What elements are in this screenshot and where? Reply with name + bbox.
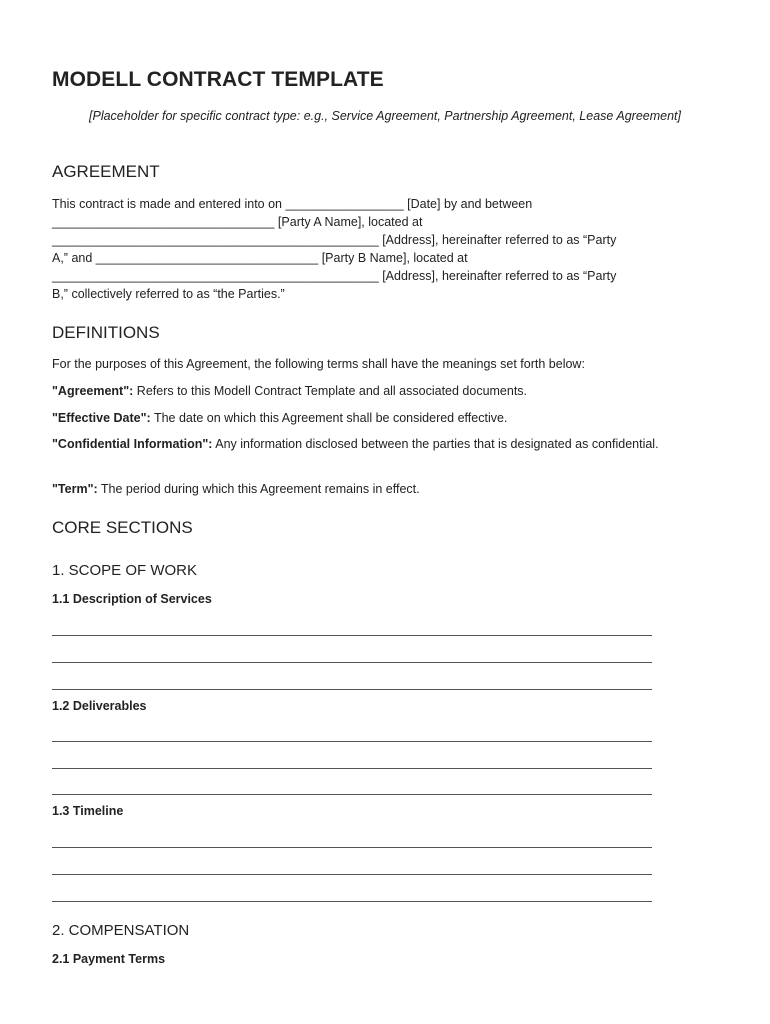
agreement-heading: AGREEMENT xyxy=(52,162,160,181)
document-subtitle: [Placeholder for specific contract type: e.g., Service Agreement, Partnership Agreement, Lease Agreement] xyxy=(89,109,681,123)
blank-fill-line[interactable] xyxy=(52,662,652,663)
definition-term: "Confidential Information": xyxy=(52,437,213,451)
timeline-heading: 1.3 Timeline xyxy=(52,804,124,818)
definition-item xyxy=(52,480,692,498)
definition-term: "Effective Date": xyxy=(52,411,151,425)
definition-text: The period during which this Agreement remains in effect. xyxy=(97,482,420,496)
blank-fill-line[interactable] xyxy=(52,741,652,742)
core-sections-heading: CORE SECTIONS xyxy=(52,518,193,537)
scope-of-work-heading: 1. SCOPE OF WORK xyxy=(52,562,198,579)
definition-item xyxy=(52,409,692,427)
agreement-line: B,” collectively referred to as “the Parties.” xyxy=(52,287,285,301)
blank-fill-line[interactable] xyxy=(52,847,652,848)
agreement-line: This contract is made and entered into on _________________ [Date] by and between xyxy=(52,197,533,211)
compensation-heading: 2. COMPENSATION xyxy=(52,922,190,939)
agreement-line: A,” and ________________________________ [Party B Name], located at xyxy=(52,251,468,265)
definitions-intro: For the purposes of this Agreement, the following terms shall have the meanings set forth below: xyxy=(52,357,585,371)
blank-fill-line[interactable] xyxy=(52,874,652,875)
definition-item xyxy=(52,435,692,453)
definition-term: "Agreement": xyxy=(52,384,134,398)
deliverables-heading: 1.2 Deliverables xyxy=(52,699,147,713)
blank-fill-line[interactable] xyxy=(52,768,652,769)
agreement-line: _______________________________________________ [Address], hereinafter referred to as “Party xyxy=(52,269,617,283)
agreement-line: ________________________________ [Party A Name], located at xyxy=(52,215,423,229)
blank-fill-line[interactable] xyxy=(52,794,652,795)
definition-text: The date on which this Agreement shall be considered effective. xyxy=(150,411,508,425)
blank-fill-line[interactable] xyxy=(52,901,652,902)
definition-item xyxy=(52,382,692,400)
definition-text: Refers to this Modell Contract Template and all associated documents. xyxy=(133,384,528,398)
description-of-services-heading: 1.1 Description of Services xyxy=(52,592,212,606)
blank-fill-line[interactable] xyxy=(52,635,652,636)
blank-fill-line[interactable] xyxy=(52,689,652,690)
payment-terms-heading: 2.1 Payment Terms xyxy=(52,952,166,966)
definition-term: "Term": xyxy=(52,482,98,496)
definitions-heading: DEFINITIONS xyxy=(52,323,160,342)
agreement-line: _______________________________________________ [Address], hereinafter referred to as “Party xyxy=(52,233,617,247)
definition-text: Any information disclosed between the parties that is designated as confidential. xyxy=(212,437,659,451)
document-title: MODELL CONTRACT TEMPLATE xyxy=(52,68,384,91)
